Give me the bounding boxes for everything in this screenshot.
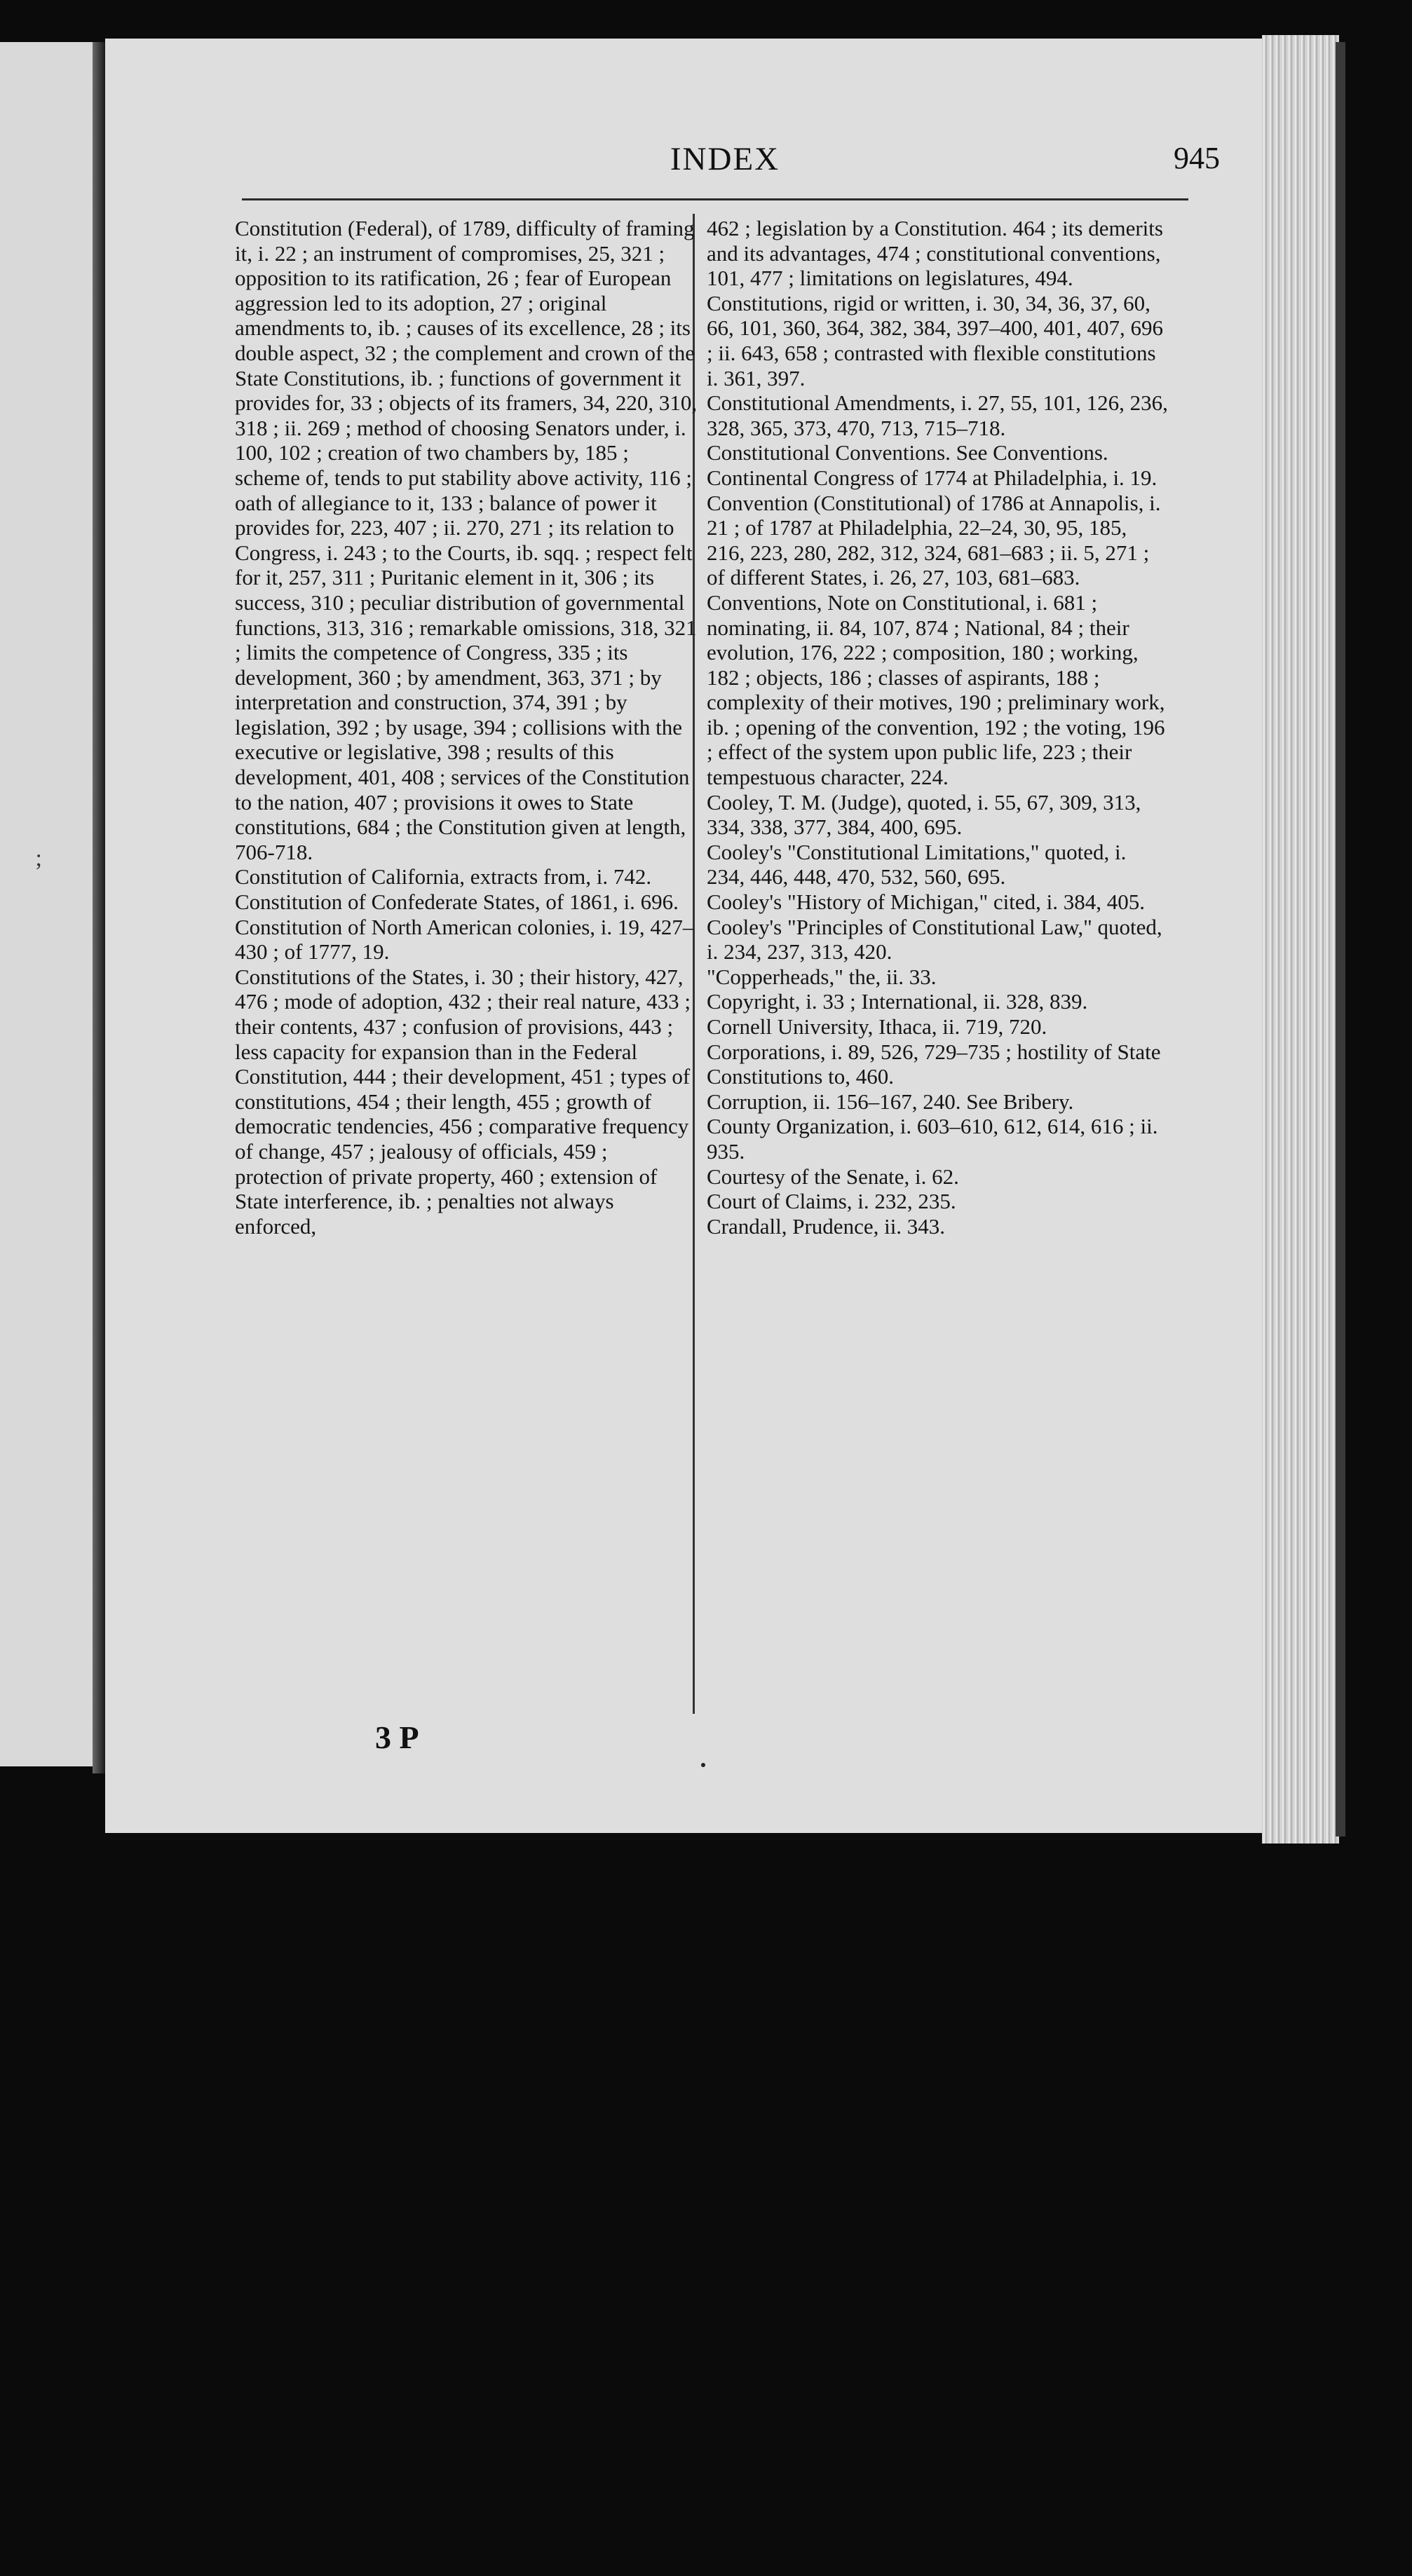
index-entry: Constitution (Federal), of 1789, difficulty of framing it, i. 22 ; an instrument of compromises, 25, 321 ; opposition to its ratification, 26 ; fear of European aggression led to its adoption, 27 ; original amendments to, ib. ; causes of its excellence, 28 ; its double aspect, 32 ; the complement and crown of the State Constitutions, ib. ; functions of government it provides for, 33 ; objects of its framers, 34, 220, 310, 318 ; ii. 269 ; method of choosing Senators under, i. 100, 102 ; creation of two chambers by, 185 ; scheme of, tends to put stability above activity, 116 ; oath of allegiance to it, 133 ; balance of power it provides for, 223, 407 ; ii. 270, 271 ; its relation to Congress, i. 243 ; to the Courts, ib. sqq. ; respect felt for it, 257, 311 ; Puritanic element in it, 306 ; its success, 310 ; peculiar distribution of governmental functions, 313, 316 ; remarkable omissions, 318, 321 ; limits the competence of Congress, 335 ; its development, 360 ; by amendment, 363, 371 ; by interpretation and construction, 374, 391 ; by legislation, 392 ; by usage, 394 ; collisions with the executive or legislative, 398 ; results of this development, 401, 408 ; services of the Constitution to the nation, 407 ; provisions it owes to State constitutions, 684 ; the Constitution given at length, 706-718.	[235, 216, 698, 864]
index-entry: Cooley, T. M. (Judge), quoted, i. 55, 67, 309, 313, 334, 338, 377, 384, 400, 695.	[707, 789, 1141, 840]
signature-mark: 3 P	[375, 1719, 419, 1755]
index-entry: Cooley's "Principles of Constitutional Law," quoted, i. 234, 237, 313, 420.	[707, 914, 1162, 965]
index-entry: Constitutional Amendments, i. 27, 55, 101, 126, 236, 328, 365, 373, 470, 713, 715–718.	[707, 390, 1168, 440]
index-entry: 462 ; legislation by a Constitution. 464 ; its demerits and its advantages, 474 ; constitutional conventions, 101, 477 ; limitations on legislatures, 494.	[707, 216, 1163, 291]
left-page-edge-text: ;	[35, 845, 42, 871]
running-title: INDEX	[670, 141, 780, 177]
index-entry: Constitution of California, extracts from, i. 742.	[235, 864, 652, 890]
index-entry: Cooley's "History of Michigan," cited, i. 384, 405.	[707, 890, 1145, 915]
index-entry: Corporations, i. 89, 526, 729–735 ; hostility of State Constitutions to, 460.	[707, 1039, 1161, 1089]
index-column-right	[707, 216, 1169, 1239]
index-entry: Courtesy of the Senate, i. 62.	[707, 1164, 959, 1189]
index-entry: Continental Congress of 1774 at Philadelphia, i. 19.	[707, 465, 1158, 490]
index-entry: Constitutional Conventions. See Conventions.	[707, 440, 1108, 465]
page-number: 945	[1174, 141, 1220, 175]
index-column-left	[235, 216, 699, 1239]
index-entry: Cornell University, Ithaca, ii. 719, 720.	[707, 1014, 1047, 1039]
edge-shadow	[1336, 42, 1345, 1836]
index-entry: Court of Claims, i. 232, 235.	[707, 1189, 956, 1214]
index-entry: Copyright, i. 33 ; International, ii. 328, 839.	[707, 989, 1088, 1014]
index-entry: Corruption, ii. 156–167, 240. See Bribery.	[707, 1089, 1074, 1114]
index-entry: Constitutions, rigid or written, i. 30, 34, 36, 37, 60, 66, 101, 360, 364, 382, 384, 397–400, 401, 407, 696 ; ii. 643, 658 ; contrasted with flexible constitutions i. 361, 397.	[707, 290, 1163, 390]
page-header	[0, 140, 1412, 189]
index-entry: Convention (Constitutional) of 1786 at Annapolis, i. 21 ; of 1787 at Philadelphia, 22–24, 30, 95, 185, 216, 223, 280, 282, 312, 324, 681–683 ; ii. 5, 271 ; of different States, i. 26, 27, 103, 681–683.	[707, 490, 1161, 590]
index-entry: "Copperheads," the, ii. 33.	[707, 964, 937, 989]
header-rule	[242, 198, 1188, 200]
index-entry: Crandall, Prudence, ii. 343.	[707, 1213, 946, 1239]
index-entry: Conventions, Note on Constitutional, i. 681 ; nominating, ii. 84, 107, 874 ; National, 84 ; their evolution, 176, 222 ; composition, 180 ; working, 182 ; objects, 186 ; classes of aspirants, 188 ; complexity of their motives, 190 ; preliminary work, ib. ; opening of the convention, 192 ; the voting, 196 ; effect of the system upon public life, 223 ; their tempestuous character, 224.	[707, 590, 1165, 790]
index-entry: Cooley's "Constitutional Limitations," quoted, i. 234, 446, 448, 470, 532, 560, 695.	[707, 839, 1127, 890]
index-entry: Constitution of North American colonies, i. 19, 427–430 ; of 1777, 19.	[235, 914, 694, 965]
ink-dot	[701, 1763, 705, 1767]
page-edges	[1262, 35, 1339, 1844]
index-entry: Constitution of Confederate States, of 1861, i. 696.	[235, 890, 679, 915]
index-entry: County Organization, i. 603–610, 612, 614, 616 ; ii. 935.	[707, 1114, 1158, 1164]
book-spine	[93, 42, 105, 1773]
index-entry: Constitutions of the States, i. 30 ; their history, 427, 476 ; mode of adoption, 432 ; their real nature, 433 ; their contents, 437 ; confusion of provisions, 443 ; less capacity for expansion than in the Federal Constitution, 444 ; their development, 451 ; types of constitutions, 454 ; their length, 455 ; growth of democratic tendencies, 456 ; comparative frequency of change, 457 ; jealousy of officials, 459 ; protection of private property, 460 ; extension of State interference, ib. ; penalties not always enforced,	[235, 964, 691, 1239]
